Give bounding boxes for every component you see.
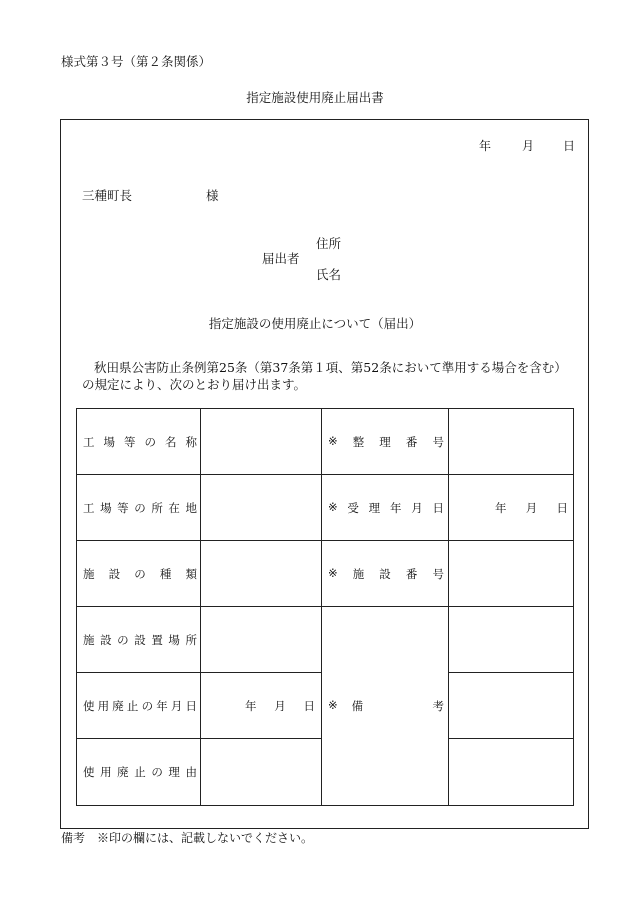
facility-number-char: 号: [432, 566, 444, 581]
subject: 指定施設の使用廃止について（届出）: [208, 316, 422, 331]
applicant-label: 届出者: [262, 251, 300, 266]
ref-char: 整: [352, 434, 365, 449]
facility-number-char: 番: [405, 566, 418, 581]
receipt-day: 日: [556, 500, 568, 515]
table-row: [77, 541, 574, 607]
table-row: [77, 607, 574, 673]
table-row: [77, 409, 574, 475]
facility-number-char: 設: [379, 566, 391, 581]
receipt-month: 月: [525, 500, 538, 515]
date-month: 月: [522, 139, 535, 153]
date-day: 日: [563, 139, 576, 153]
facility-number-field: [449, 541, 574, 607]
facility-type-field[interactable]: [201, 541, 322, 607]
remarks-label: [322, 607, 449, 806]
receipt-char: 月: [411, 500, 423, 515]
facility-number-label: [322, 541, 449, 607]
discontinue-month: 月: [274, 698, 286, 713]
receipt-char: 理: [368, 500, 381, 515]
name-label: 氏名: [316, 267, 342, 282]
addressee-name: 三種町長: [82, 188, 133, 203]
form-title: 指定施設使用廃止届出書: [246, 90, 384, 105]
receipt-char: 年: [389, 500, 402, 515]
ref-mark: ※: [328, 499, 338, 514]
factory-name-label: 工場等の名称: [77, 409, 201, 475]
receipt-char: 日: [432, 500, 444, 515]
address-label: 住所: [316, 236, 342, 251]
discontinue-date-label: 使用廃止の年月日: [77, 673, 201, 739]
receipt-year: 年: [495, 500, 507, 515]
discontinue-date-field[interactable]: [201, 673, 322, 739]
form-number: 様式第３号（第２条関係）: [61, 54, 212, 69]
discontinue-reason-label: 使用廃止の理由: [77, 739, 201, 806]
ref-number-field: [449, 409, 574, 475]
ref-number-label: [322, 409, 449, 475]
remarks-field: [449, 607, 574, 673]
facility-place-label: 施設の設置場所: [77, 607, 201, 673]
receipt-date-field: [449, 475, 574, 541]
footnote: 備考 ※印の欄には、記載しないでください。: [61, 831, 314, 845]
receipt-date-label: [322, 475, 449, 541]
remarks-field: [449, 673, 574, 739]
remarks-field: [449, 739, 574, 806]
ref-char: 理: [379, 434, 391, 449]
facility-place-field[interactable]: [201, 607, 322, 673]
remarks-char: 考: [432, 699, 444, 713]
ref-char: 号: [432, 434, 444, 449]
ref-char: 番: [405, 434, 418, 449]
form-table: [76, 408, 574, 806]
addressee-honorific: 様: [206, 188, 219, 203]
factory-name-field[interactable]: [201, 409, 322, 475]
remarks-char: 備: [351, 699, 364, 713]
facility-number-char: 施: [352, 566, 365, 581]
ref-mark: ※: [328, 565, 338, 580]
factory-location-field[interactable]: [201, 475, 322, 541]
facility-type-label: 施設の種類: [77, 541, 201, 607]
discontinue-year: 年: [245, 698, 257, 713]
receipt-char: 受: [347, 500, 359, 515]
date-year: 年: [479, 139, 492, 153]
discontinue-reason-field[interactable]: [201, 739, 322, 806]
ref-mark: ※: [328, 433, 338, 448]
body-paragraph: 秋田県公害防止条例第25条（第37条第１項、第52条において準用する場合を含む）の規定により、次のとおり届け出ます。: [82, 360, 567, 392]
factory-location-label: 工場等の所在地: [77, 475, 201, 541]
ref-mark: ※: [328, 698, 338, 712]
discontinue-day: 日: [303, 698, 315, 713]
table-row: [77, 475, 574, 541]
